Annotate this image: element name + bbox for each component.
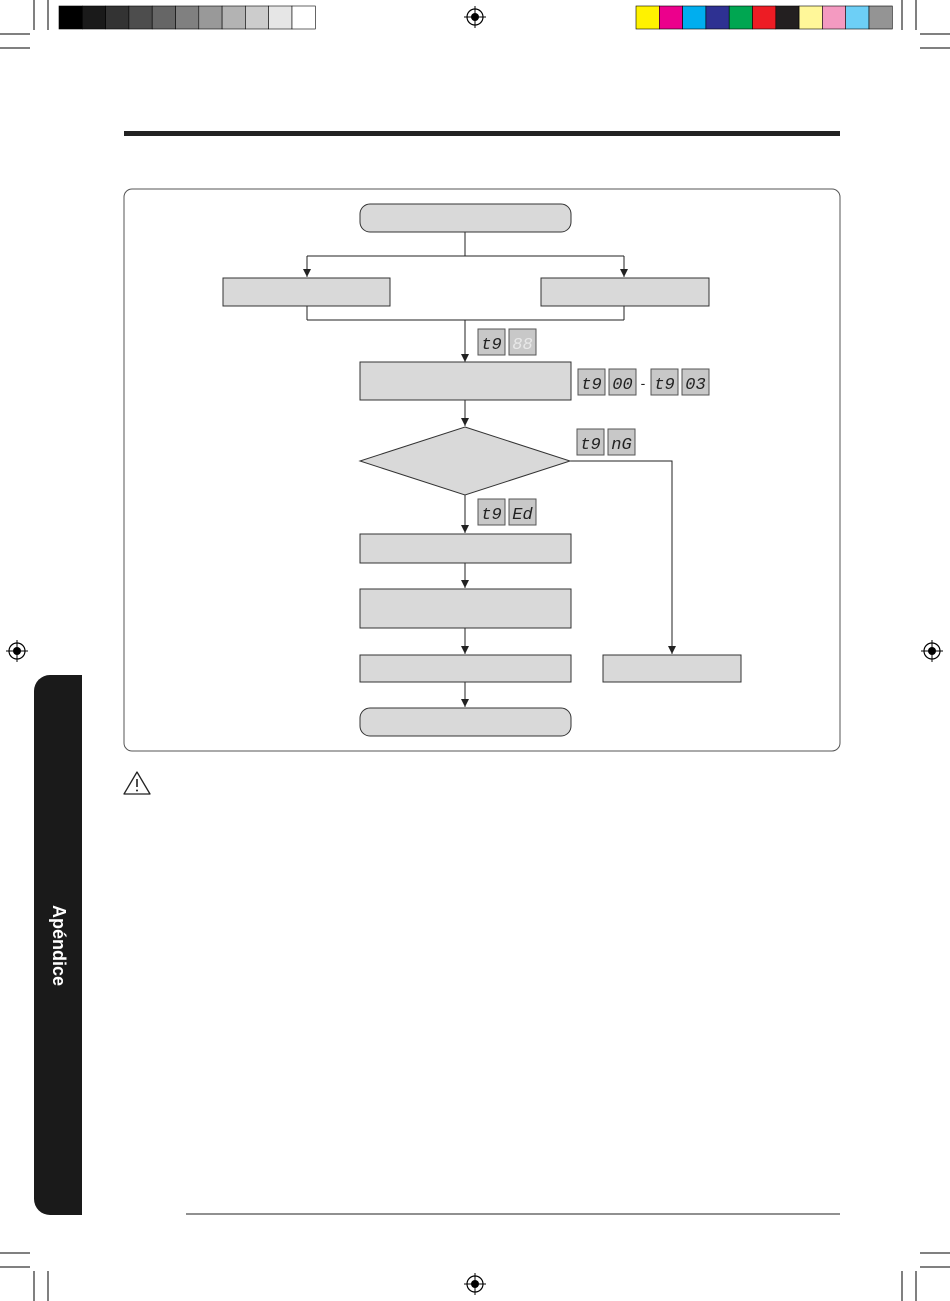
registration-mark-icon <box>464 1273 486 1295</box>
header-rule <box>124 131 840 136</box>
color-swatch <box>82 6 105 29</box>
color-swatch <box>822 6 845 29</box>
color-swatch <box>683 6 706 29</box>
color-swatch <box>846 6 869 29</box>
grayscale-color-bar <box>59 6 315 29</box>
section-tab-text: Apéndice <box>49 904 70 986</box>
color-swatch <box>199 6 222 29</box>
color-swatch <box>659 6 682 29</box>
color-swatch <box>753 6 776 29</box>
color-swatch <box>129 6 152 29</box>
display-digit: t9 <box>481 336 502 355</box>
color-swatch <box>869 6 892 29</box>
display-digit-inactive: 88 <box>512 336 533 355</box>
display-digit: Ed <box>512 506 533 525</box>
color-swatch <box>729 6 752 29</box>
color-swatch <box>59 6 82 29</box>
color-swatch <box>776 6 799 29</box>
registration-mark-icon <box>464 6 486 28</box>
process-box-left <box>223 278 390 306</box>
color-swatch <box>176 6 199 29</box>
start-terminal <box>360 204 571 232</box>
display-digit: t9 <box>580 436 601 455</box>
display-digit: t9 <box>481 506 502 525</box>
process-color-bar <box>636 6 892 29</box>
color-swatch <box>106 6 129 29</box>
color-swatch <box>799 6 822 29</box>
color-swatch <box>636 6 659 29</box>
process-box-right <box>541 278 709 306</box>
display-digit: 00 <box>612 376 633 395</box>
color-swatch <box>152 6 175 29</box>
display-digit: t9 <box>654 376 675 395</box>
color-swatch <box>222 6 245 29</box>
process-box-ok-1 <box>360 534 571 563</box>
end-terminal <box>360 708 571 736</box>
display-digit: t9 <box>581 376 602 395</box>
warning-triangle-icon <box>124 772 150 794</box>
registration-mark-icon <box>6 640 28 662</box>
color-swatch <box>292 6 315 29</box>
color-swatch <box>706 6 729 29</box>
range-separator: - <box>640 375 646 391</box>
color-swatch <box>269 6 292 29</box>
process-box-ok-3 <box>360 655 571 682</box>
section-tab-label <box>48 905 70 985</box>
registration-mark-icon <box>921 640 943 662</box>
process-box-ok-2 <box>360 589 571 628</box>
color-swatch <box>245 6 268 29</box>
display-digit: nG <box>611 436 632 455</box>
process-box-ng <box>603 655 741 682</box>
process-box-test <box>360 362 571 400</box>
display-digit: 03 <box>685 376 706 395</box>
